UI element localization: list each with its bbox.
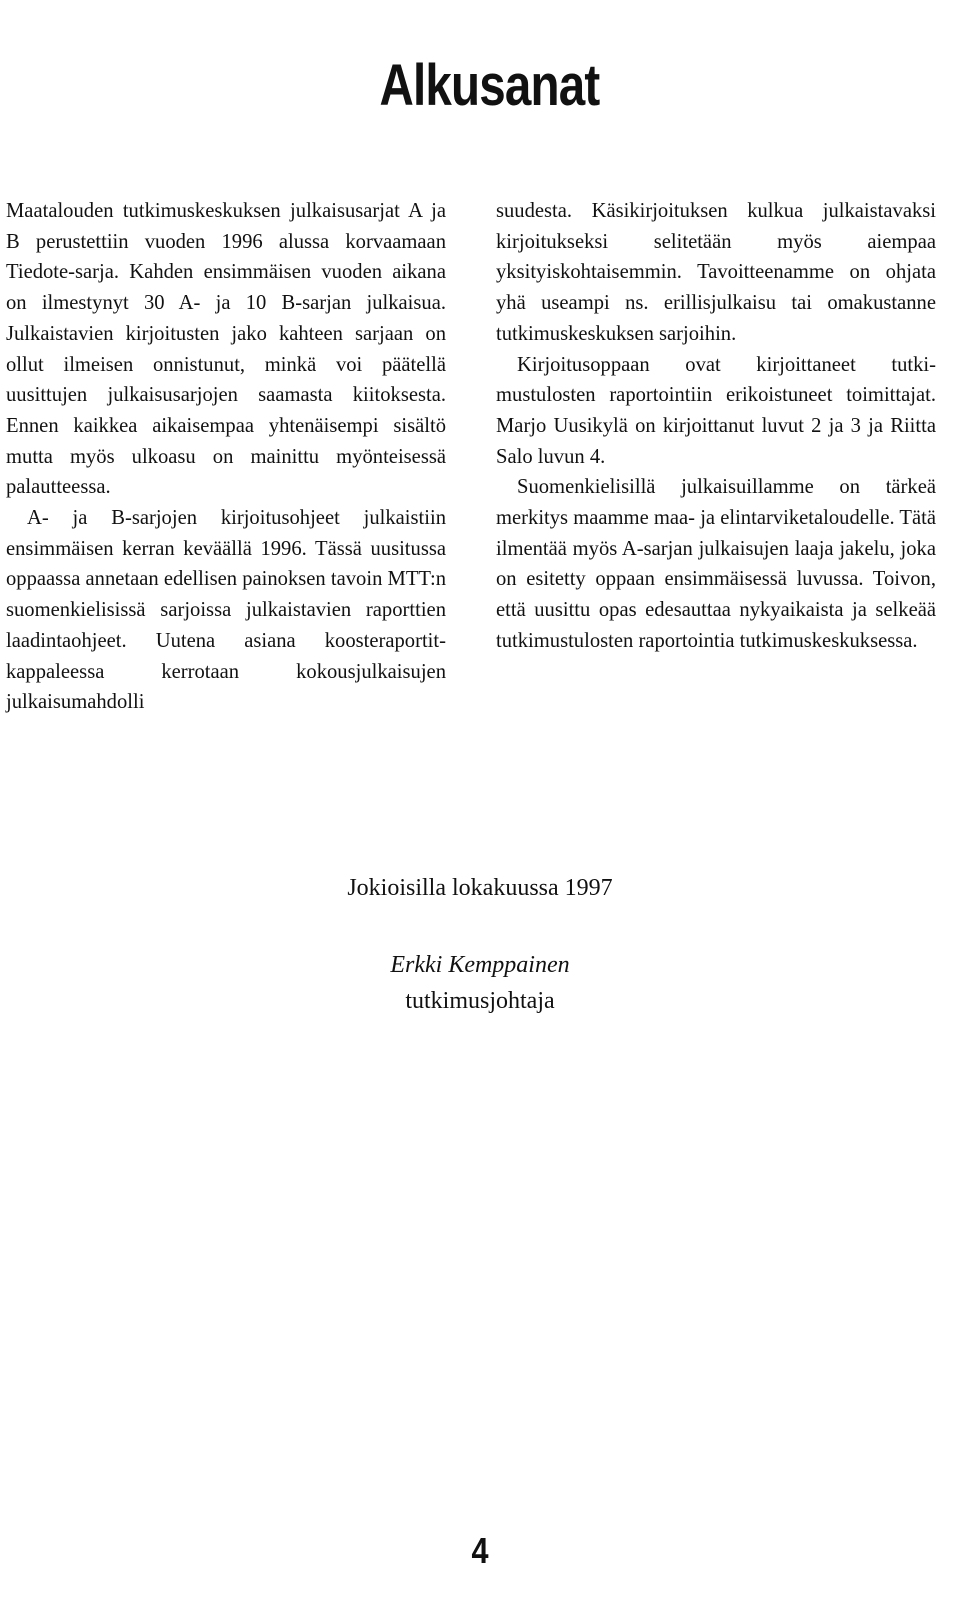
place-and-date: Jokioisilla lokakuussa 1997 — [347, 875, 613, 901]
paragraph-1: Maatalouden tutkimuskeskuksen julkaisusarjat A ja B perustettiin vuoden 1996 alussa korvaamaan Tiedote-sarja. Kahden ensimmäisen vuoden aikana on ilmestynyt 30 A- ja 10 B-sarjan julkaisua. Julkaistavien kirjoitusten jako kahteen sarjaan on ollut ilmeisen onnistunut, minkä voi päätellä uusittujen julkaisusarjojen saamasta kiitoksesta. Ennen kaikkea aikaisempaa yhtenäisempi sisältö mutta myös ulkoasu on mainittu myönteisessä palautteessa. — [6, 200, 446, 499]
signer-title: tutkimusjohtaja — [405, 988, 555, 1014]
paragraph-3: Kirjoitusoppaan ovat kirjoittaneet tutkimustulosten raportointiin erikoistuneet toimittajat. Marjo Uusikylä on kirjoittanut luvut 2 ja 3 ja Riitta Salo luvun 4. — [496, 353, 936, 468]
signer-name: Erkki Kemppainen — [390, 952, 570, 978]
page-title: Alkusanat — [379, 53, 600, 118]
left-column — [6, 196, 446, 718]
page-number: 4 — [471, 1530, 489, 1571]
paragraph-4: Suomenkielisillä julkaisuillamme on tärkeä merkitys maamme maa- ja elintarviketaloudelle. Tätä ilmentää myös A-sarjan julkaisujen laaja jakelu, joka on esitetty oppaan ensimmäisessä luvussa. Toivon, että uusittu opas edesauttaa nykyaikaista ja selkeää tutkimustulosten raportointia tutkimuskeskuksessa. — [496, 476, 936, 652]
paragraph-2: A- ja B-sarjojen kirjoitusohjeet julkaistiin ensimmäisen kerran keväällä 1996. Tässä uusitussa oppaassa annetaan edellisen painoksen tavoin MTT:n suomenkielisissä sarjoissa julkaistavien raporttien laadintaohjeet. Uutena asiana koosteraportit-kappaleessa kerrotaan kokousjulkaisujen julkaisumahdolli — [6, 507, 446, 714]
paragraph-2-continued: suudesta. Käsikirjoituksen kulkua julkaistavaksi kirjoitukseksi selitetään myös aiempaa yksityiskohtaisemmin. Tavoitteenamme on ohjata yhä useampi ns. erillisjulkaisu tai omakustanne tutkimuskeskuksen sarjoihin. — [496, 200, 936, 345]
right-column — [496, 196, 936, 657]
signature-block — [300, 868, 660, 1018]
